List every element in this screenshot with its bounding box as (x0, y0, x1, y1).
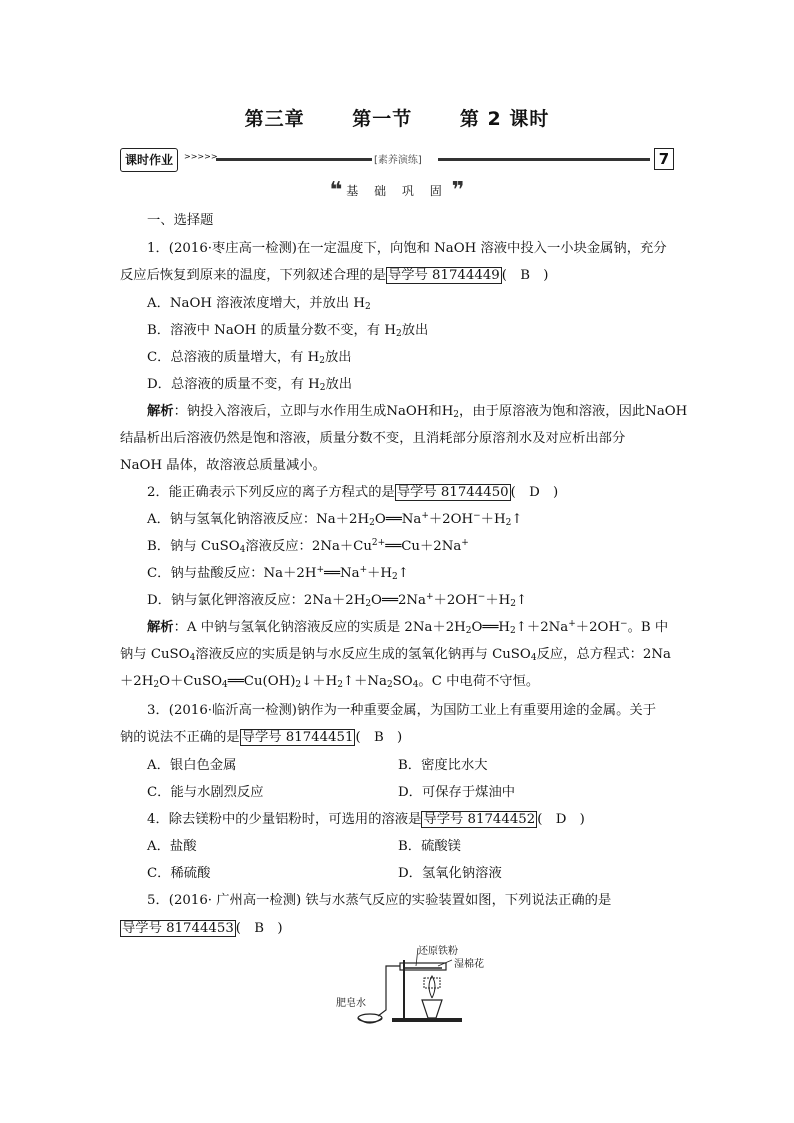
q2-option-a: A．钠与氢氧化钠溶液反应：$Na+2H_2O══Na^++2OH^-+H_2↑$ (147, 511, 523, 528)
q4-option-a: A．盐酸 (147, 839, 197, 854)
homework-bar (120, 148, 674, 172)
q1-explain-1: 解析：钠投入溶液后，立即与水作用生成NaOH和$H_2$，由于原溶液为饱和溶液，因此NaOH (147, 404, 688, 420)
q2-answer: ( D ) (510, 485, 559, 500)
section-header (0, 178, 794, 203)
section-title: 第一节 (352, 108, 413, 130)
q5-line-1: 5．(2016· 广州高一检测) 铁与水蒸气反应的实验装置如图，下列说法正确的是 (147, 893, 612, 908)
experiment-apparatus-icon (330, 938, 490, 1028)
q3-line-2: 钠的说法不正确的是 导学号 81744451 ( B ) (120, 730, 403, 745)
q1-option-a: A．NaOH 溶液浓度增大，并放出 $H_2$ (147, 296, 371, 312)
page-number-badge: 7 (654, 148, 674, 170)
q2-code[interactable]: 导学号 81744450 (396, 485, 509, 500)
q4-option-b: B．硫酸镁 (398, 839, 461, 854)
q4-answer: ( D ) (537, 812, 585, 827)
q3-option-c: C．能与水剧烈反应 (147, 785, 264, 800)
q4-line-1: 4．除去镁粉中的少量铝粉时，可选用的溶液是 导学号 81744452 ( D ) (147, 812, 585, 827)
page-title (0, 104, 794, 131)
q2-explain-2: 钠与 CuSO$_4$溶液反应的实质是钠与水反应生成的氢氧化钠再与 CuSO$_4$反应，总方程式：2Na (120, 647, 671, 663)
q1-code[interactable]: 导学号 81744449 (387, 268, 500, 283)
heading-choice: 一、选择题 (147, 213, 214, 228)
q5-line-2 (120, 920, 283, 938)
q1-option-b: B．溶液中 NaOH 的质量分数不变，有 $H_2$放出 (147, 323, 429, 339)
open-quote-icon: ❝ (329, 178, 343, 203)
bar-line-left (216, 158, 376, 161)
homework-label: 课时作业 (120, 148, 178, 172)
section-header-label: 基 础 巩 固 (346, 184, 448, 198)
lesson-title: 第 2 课时 (459, 108, 550, 130)
q2-option-b: B．钠与 CuSO$_4$溶液反应：$2Na+Cu^{2+}══Cu+2Na^+$ (147, 538, 469, 555)
q1-line-2: 反应后恢复到原来的温度，下列叙述合理的是 导学号 81744449 ( B ) (120, 268, 549, 283)
q2-explain-1: 解析：A 中钠与氢氧化钠溶液反应的实质是 $2Na+2H_2O══H_2↑+2Na^++2OH^-$。B 中 (147, 619, 669, 636)
q3-answer: ( B ) (355, 730, 403, 745)
experiment-figure (330, 938, 490, 1028)
q2-explain-3: $+2H_2O+CuSO_4══Cu(OH)_2↓+H_2↑+Na_2SO_4$。C 中电荷不守恒。 (120, 674, 540, 690)
bar-arrows: >>>>> (184, 152, 218, 161)
q3-option-a: A．银白色金属 (147, 758, 237, 773)
bar-line-right (438, 158, 650, 161)
chapter-title: 第三章 (244, 108, 305, 130)
q4-option-c: C．稀硫酸 (147, 866, 211, 881)
q5-answer: ( B ) (235, 921, 283, 936)
label-iron-powder: 还原铁粉 (418, 946, 458, 957)
q1-explain-2: 结晶析出后溶液仍然是饱和溶液，质量分数不变，且消耗部分原溶剂水及对应析出部分 (120, 431, 626, 446)
q4-option-d: D．氢氧化钠溶液 (398, 866, 502, 881)
practice-label: [素养演练] (372, 151, 424, 166)
q1-option-c: C．总溶液的质量增大，有 $H_2$放出 (147, 350, 352, 366)
q1-explain-3: NaOH 晶体，故溶液总质量减小。 (120, 458, 326, 473)
q3-option-d: D．可保存于煤油中 (398, 785, 516, 800)
q2-line-1: 2．能正确表示下列反应的离子方程式的是 导学号 81744450 ( D ) (147, 485, 559, 500)
q3-option-b: B．密度比水大 (398, 758, 488, 773)
close-quote-icon: ❞ (451, 178, 465, 203)
label-soap-water: 肥皂水 (336, 998, 366, 1009)
q1-answer: ( B ) (501, 268, 549, 283)
q1-line-1: 1．(2016·枣庄高一检测)在一定温度下，向饱和 NaOH 溶液中投入一小块金属钠，充分 (147, 241, 667, 256)
q3-line-1: 3．(2016·临沂高一检测)钠作为一种重要金属，为国防工业上有重要用途的金属。关于 (147, 703, 656, 718)
label-wet-cotton: 湿棉花 (454, 959, 484, 970)
q1-option-d: D．总溶液的质量不变，有 $H_2$放出 (147, 377, 353, 393)
q5-code[interactable]: 导学号 81744453 (122, 921, 234, 936)
q2-option-c: C．钠与盐酸反应：$Na+2H^+══Na^++H_2↑$ (147, 565, 409, 582)
q4-code[interactable]: 导学号 81744452 (423, 812, 536, 827)
q3-code[interactable]: 导学号 81744451 (241, 730, 354, 745)
q2-option-d: D．钠与氯化钾溶液反应：$2Na+2H_2O══2Na^++2OH^-+H_2↑$ (147, 592, 528, 609)
